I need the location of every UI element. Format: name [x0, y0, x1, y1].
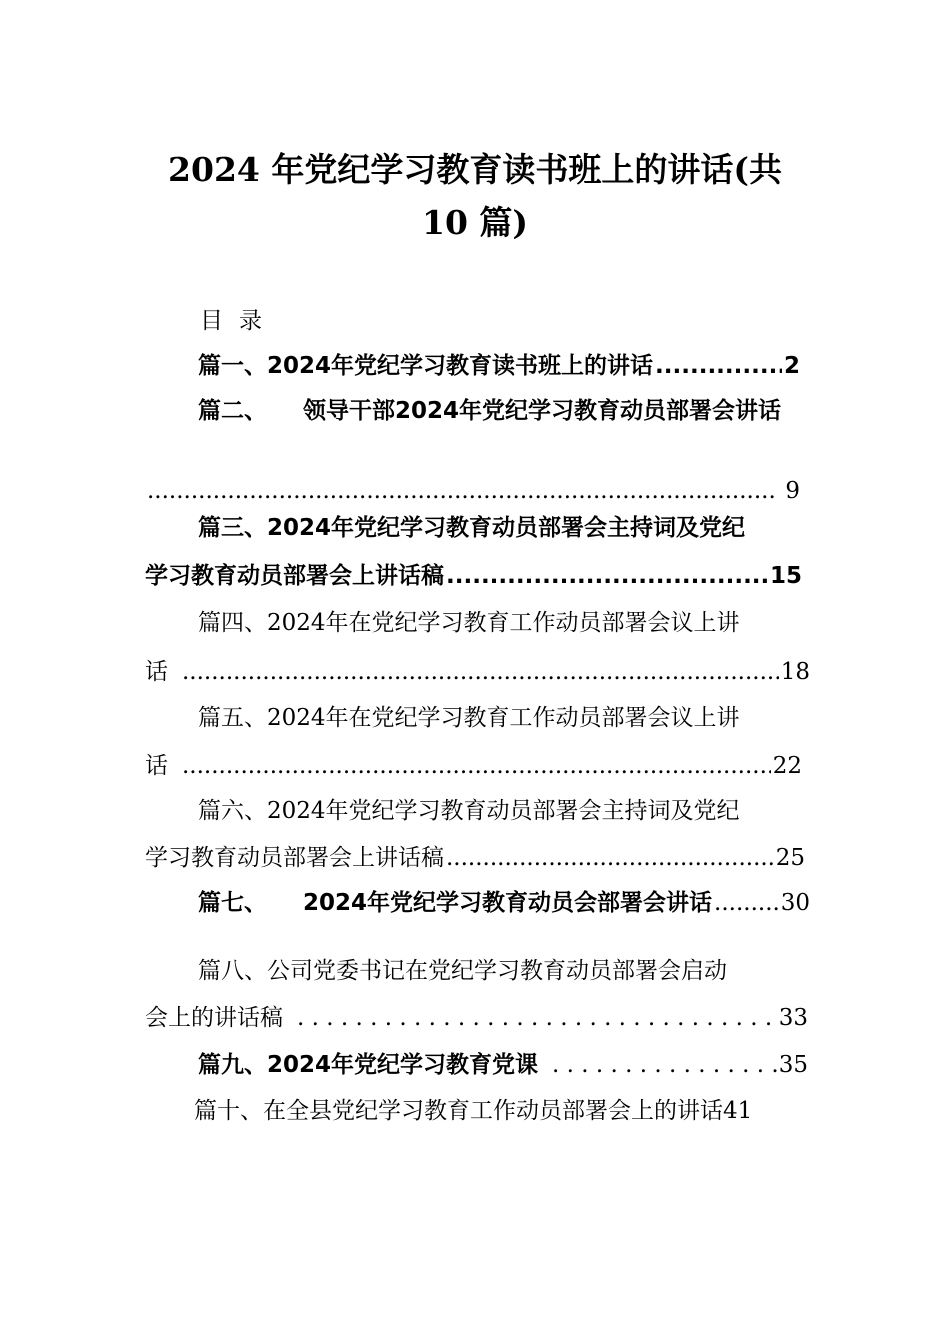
- toc-entry-8-line-2[interactable]: [145, 1003, 808, 1033]
- toc-entry-3-line-1[interactable]: 篇三、2024年党纪学习教育动员部署会主持词及党纪: [198, 515, 746, 541]
- document-title-line-1: 2024 年党纪学习教育读书班上的讲话(共: [168, 150, 782, 189]
- toc-entry-2-label: 篇二、: [198, 398, 267, 424]
- toc-leader-dots: [552, 1050, 777, 1080]
- toc-entry-2-leader-row: [145, 476, 800, 506]
- toc-entry-4-line-2[interactable]: [145, 657, 810, 687]
- toc-entry-6-line-2[interactable]: [145, 843, 805, 873]
- toc-entry-1-page: 2: [783, 353, 800, 379]
- toc-entry-6-title-cont: 学习教育动员部署会上讲话稿: [145, 845, 444, 871]
- toc-leader-dots: [297, 1003, 777, 1033]
- toc-entry-2[interactable]: [198, 396, 781, 426]
- toc-entry-3-page: 15: [769, 563, 802, 589]
- toc-leader-dots: [182, 657, 779, 687]
- toc-entry-9-title: 篇九、2024年党纪学习教育党课: [198, 1052, 539, 1078]
- toc-heading: 目录: [200, 308, 278, 334]
- toc-entry-5-title-cont: 话: [145, 753, 168, 779]
- toc-entry-10-page: 41: [723, 1098, 753, 1124]
- toc-entry-10-title: 篇十、在全县党纪学习教育工作动员部署会上的讲话: [194, 1098, 723, 1124]
- toc-leader-dots: [182, 751, 771, 781]
- toc-entry-9-page: 35: [778, 1052, 808, 1078]
- toc-leader-dots: [147, 476, 775, 506]
- toc-entry-5-page: 22: [772, 753, 802, 779]
- toc-entry-5-line-2[interactable]: [145, 751, 802, 781]
- document-title-line-2: 10 篇): [421, 203, 529, 242]
- toc-entry-2-page: 9: [785, 478, 800, 504]
- toc-entry-7[interactable]: [198, 888, 810, 918]
- toc-entry-9[interactable]: [198, 1050, 808, 1080]
- toc-entry-1-title: 篇一、2024年党纪学习教育读书班上的讲话: [198, 353, 654, 379]
- toc-entry-4-page: 18: [780, 659, 810, 685]
- toc-leader-dots: [714, 888, 779, 918]
- toc-entry-4-title-cont: 话: [145, 659, 168, 685]
- toc-leader-dots: [655, 351, 782, 381]
- toc-entry-8-title-cont: 会上的讲话稿: [145, 1005, 283, 1031]
- toc-entry-4-line-1[interactable]: 篇四、2024年在党纪学习教育工作动员部署会议上讲: [198, 610, 740, 636]
- toc-entry-7-title: 2024年党纪学习教育动员会部署会讲话: [303, 890, 713, 916]
- toc-entry-10[interactable]: [194, 1096, 752, 1126]
- toc-entry-6-page: 25: [775, 845, 805, 871]
- toc-leader-dots: [446, 561, 768, 591]
- toc-entry-3-title-cont: 学习教育动员部署会上讲话稿: [145, 563, 444, 589]
- toc-entry-8-line-1[interactable]: 篇八、公司党委书记在党纪学习教育动员部署会启动: [198, 958, 727, 984]
- toc-entry-1[interactable]: [198, 351, 800, 381]
- toc-leader-dots: [446, 843, 774, 873]
- toc-entry-8-page: 33: [778, 1005, 808, 1031]
- toc-entry-7-label: 篇七、: [198, 890, 267, 916]
- toc-entry-5-line-1[interactable]: 篇五、2024年在党纪学习教育工作动员部署会议上讲: [198, 705, 740, 731]
- toc-entry-7-page: 30: [780, 890, 810, 916]
- toc-entry-2-title: 领导干部2024年党纪学习教育动员部署会讲话: [303, 398, 782, 424]
- toc-entry-3-line-2[interactable]: [145, 561, 802, 591]
- toc-entry-6-line-1[interactable]: 篇六、2024年党纪学习教育动员部署会主持词及党纪: [198, 798, 740, 824]
